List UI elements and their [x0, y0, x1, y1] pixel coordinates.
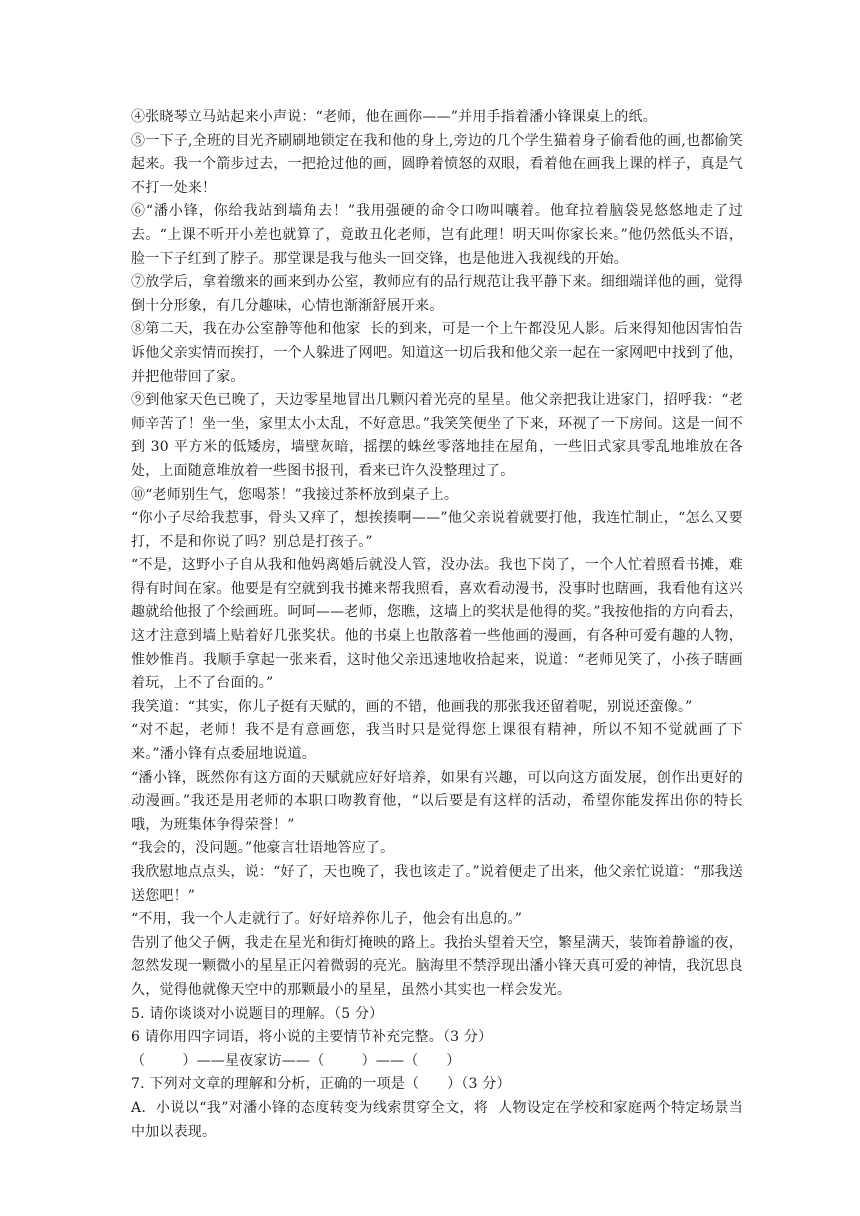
question-6-blanks: （ ）——星夜家访——（ ）——（ ）	[131, 1052, 461, 1069]
question-5: 5. 请你谈谈对小说题目的理解。（5 分）	[131, 1005, 384, 1022]
dialogue-student-apology: “对不起，老师！我不是有意画您，我当时只是觉得您上课很有精神，所以不知不觉就画了下来。”潘小锋有点委屈地说道。	[131, 722, 743, 763]
paragraph-10: ⑩“老师别生气，您喝茶！”我接过茶杯放到桌子上。	[131, 486, 459, 503]
paragraph-9: ⑨到他家天色已晚了，天边零星地冒出几颗闪着光亮的星星。他父亲把我让进家门，招呼我：“老师辛苦了！坐一坐，家里太小太乱，不好意思。”我笑笑便坐了下来，环视了一下房间。这是一间不到 30 平方米的低矮房，墙壁灰暗，摇摆的蛛丝零落地挂在屋角，一些旧式家具零乱地堆放在各处，上面随意堆放着一些图书报刊，看来已许久没整理过了。	[131, 392, 743, 479]
closing-paragraph: 告别了他父子俩，我走在星光和街灯掩映的路上。我抬头望着天空，繁星满天，装饰着静谧的夜，忽然发现一颗微小的星星正闪着微弱的亮光。脑海里不禁浮现出潘小锋天真可爱的神情，我沉思良久，觉得他就像天空中的那颗最小的星星，虽然小其实也一样会发光。	[131, 934, 743, 998]
question-7: 7. 下列对文章的理解和分析，正确的一项是（ ）（3 分）	[131, 1076, 511, 1093]
dialogue-teacher-leave: “不用，我一个人走就行了。好好培养你儿子，他会有出息的。”	[131, 911, 523, 928]
paragraph-5: ⑤一下子,全班的目光齐刷刷地锁定在我和他的身上,旁边的几个学生猫着身子偷看他的画,也都偷笑起来。我一个箭步过去，一把抢过他的画，圆睁着愤怒的双眼，看着他在画我上课的样子，真是气不打一处来！	[131, 132, 743, 196]
paragraph-7: ⑦放学后，拿着缴来的画来到办公室，教师应有的品行规范让我平静下来。细细端详他的画，觉得倒十分形象，有几分趣味，心情也渐渐舒展开来。	[131, 274, 743, 314]
dialogue-student-promise: “我会的，没问题。”他豪言壮语地答应了。	[131, 840, 395, 857]
dialogue-father-explain: “不是，这野小子自从我和他妈离婚后就没人管，没办法。我也下岗了，一个人忙着照看书摊，难得有时间在家。他要是有空就到我书摊来帮我照看，喜欢看动漫书，没事时也瞎画，我看他有这兴趣就给他报了个绘画班。呵呵——老师，您瞧，这墙上的奖状是他得的奖。”我按他指的方向看去，这才注意到墙上贴着好几张奖状。他的书桌上也散落着一些他画的漫画，有各种可爱有趣的人物，惟妙惟肖。我顺手拿起一张来看，这时他父亲迅速地收拾起来，说道：“老师见笑了，小孩子瞎画着玩，上不了台面的。”	[131, 557, 743, 692]
paragraph-6: ⑥“潘小锋，你给我站到墙角去！”我用强硬的命令口吻叫嚷着。他耷拉着脑袋晃悠悠地走了过去。“上课不听开小差也就算了，竟敢丑化老师，岂有此理！明天叫你家长来。”他仍然低头不语，脸一下子红到了脖子。那堂课是我与他头一回交锋，也是他进入我视线的开始。	[131, 203, 743, 267]
dialogue-teacher-encourage: “潘小锋，既然你有这方面的天赋就应好好培养，如果有兴趣，可以向这方面发展，创作出更好的动漫画。”我还是用老师的本职口吻教育他，“以后要是有这样的活动，希望你能发挥出你的特长哦，为班集体争得荣誉！”	[131, 769, 743, 833]
dialogue-teacher-praise: 我笑道：“其实，你儿子挺有天赋的，画的不错，他画我的那张我还留着呢，别说还蛮像。”	[131, 698, 693, 715]
document-body	[131, 106, 743, 1144]
paragraph-8: ⑧第二天，我在办公室静等他和他家 长的到来，可是一个上午都没见人影。后来得知他因害怕告诉他父亲实情而挨打，一个人躲进了网吧。知道这一切后我和他父亲一起在一家网吧中找到了他，并把他带回了家。	[131, 321, 743, 385]
question-6: 6 请你用四字词语，将小说的主要情节补充完整。（3 分）	[131, 1029, 493, 1046]
paragraph-4: ④张晓琴立马站起来小声说：“老师，他在画你——”并用手指着潘小锋课桌上的纸。	[131, 109, 657, 125]
question-7-option-a: A．小说以“我”对潘小锋的态度转变为线索贯穿全文，将 人物设定在学校和家庭两个特定场景当中加以表现。	[131, 1099, 743, 1140]
dialogue-farewell: 我欣慰地点点头，说：“好了，天也晚了，我也该走了。”说着便走了出来，他父亲忙说道：“那我送送您吧！”	[131, 864, 743, 904]
dialogue-father-scold: “你小子尽给我惹事，骨头又痒了，想挨揍啊——”他父亲说着就要打他，我连忙制止，“怎么又要打，不是和你说了吗？别总是打孩子。”	[131, 510, 743, 550]
